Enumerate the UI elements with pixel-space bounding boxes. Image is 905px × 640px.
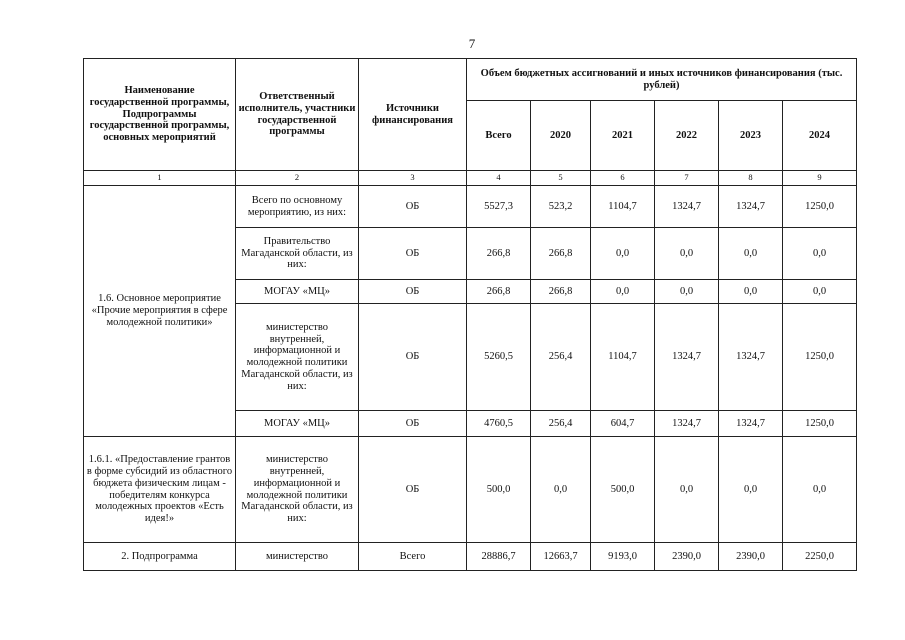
value-cell: 0,0 [591,228,655,280]
table-row [84,543,857,571]
table-row [84,186,857,228]
header-year: 2021 [591,101,655,171]
value-cell: 0,0 [531,437,591,543]
value-cell: 1250,0 [783,304,857,411]
value-cell: 256,4 [531,411,591,437]
header-year: 2020 [531,101,591,171]
column-index: 6 [591,171,655,186]
header-year: 2024 [783,101,857,171]
value-cell: 1104,7 [591,186,655,228]
source-cell: Всего [359,543,467,571]
value-total: 266,8 [467,228,531,280]
executor-cell: Правительство Магаданской области, из них: [236,228,359,280]
column-index: 3 [359,171,467,186]
header-executor: Ответственный исполнитель, участники государственной программы [236,59,359,171]
value-cell: 1324,7 [719,411,783,437]
source-cell: ОБ [359,186,467,228]
value-cell: 1104,7 [591,304,655,411]
column-index: 1 [84,171,236,186]
value-cell: 1324,7 [655,186,719,228]
source-cell: ОБ [359,228,467,280]
value-cell: 1324,7 [719,304,783,411]
value-cell: 0,0 [783,437,857,543]
value-cell: 1250,0 [783,186,857,228]
column-index: 7 [655,171,719,186]
value-total: 500,0 [467,437,531,543]
header-name: Наименование государственной программы, Подпрограммы государственной программы, основных мероприятий [84,59,236,171]
value-cell: 1324,7 [719,186,783,228]
page-number: 7 [468,36,476,51]
value-cell: 256,4 [531,304,591,411]
value-cell: 266,8 [531,280,591,304]
value-cell: 1324,7 [655,304,719,411]
value-cell: 0,0 [783,228,857,280]
source-cell: ОБ [359,411,467,437]
header-year: 2023 [719,101,783,171]
source-cell: ОБ [359,437,467,543]
value-cell: 0,0 [719,437,783,543]
executor-cell: МОГАУ «МЦ» [236,411,359,437]
value-cell: 0,0 [591,280,655,304]
table-row [84,437,857,543]
column-index: 5 [531,171,591,186]
value-cell: 0,0 [719,280,783,304]
value-cell: 266,8 [531,228,591,280]
value-total: 5527,3 [467,186,531,228]
header-total: Всего [467,101,531,171]
activity-name: 1.6.1. «Предоставление грантов в форме субсидий из областного бюджета физическим лицам - победителям конкурса молодежных проектов «Есть идея!» [84,437,236,543]
value-cell: 500,0 [591,437,655,543]
value-cell: 2390,0 [719,543,783,571]
value-cell: 0,0 [783,280,857,304]
value-cell: 1324,7 [655,411,719,437]
executor-cell: министерство внутренней, информационной и молодежной политики Магаданской области, из них: [236,304,359,411]
activity-name: 2. Подпрограмма [84,543,236,571]
header-budget-group: Объем бюджетных ассигнований и иных источников финансирования (тыс. рублей) [467,59,857,101]
source-cell: ОБ [359,280,467,304]
column-index: 4 [467,171,531,186]
value-total: 28886,7 [467,543,531,571]
activity-name: 1.6. Основное мероприятие «Прочие мероприятия в сфере молодежной политики» [84,186,236,437]
value-cell: 0,0 [655,228,719,280]
executor-cell: Всего по основному мероприятию, из них: [236,186,359,228]
value-cell: 2390,0 [655,543,719,571]
value-cell: 1250,0 [783,411,857,437]
budget-table [83,58,857,571]
value-cell: 9193,0 [591,543,655,571]
executor-cell: МОГАУ «МЦ» [236,280,359,304]
source-cell: ОБ [359,304,467,411]
value-cell: 604,7 [591,411,655,437]
column-index: 2 [236,171,359,186]
header-year: 2022 [655,101,719,171]
executor-cell: министерство [236,543,359,571]
column-index: 8 [719,171,783,186]
value-cell: 0,0 [719,228,783,280]
value-cell: 2250,0 [783,543,857,571]
column-index: 9 [783,171,857,186]
value-cell: 0,0 [655,437,719,543]
value-total: 4760,5 [467,411,531,437]
value-cell: 12663,7 [531,543,591,571]
value-total: 5260,5 [467,304,531,411]
executor-cell: министерство внутренней, информационной и молодежной политики Магаданской области, из них: [236,437,359,543]
header-sources: Источники финансирования [359,59,467,171]
value-total: 266,8 [467,280,531,304]
value-cell: 523,2 [531,186,591,228]
value-cell: 0,0 [655,280,719,304]
